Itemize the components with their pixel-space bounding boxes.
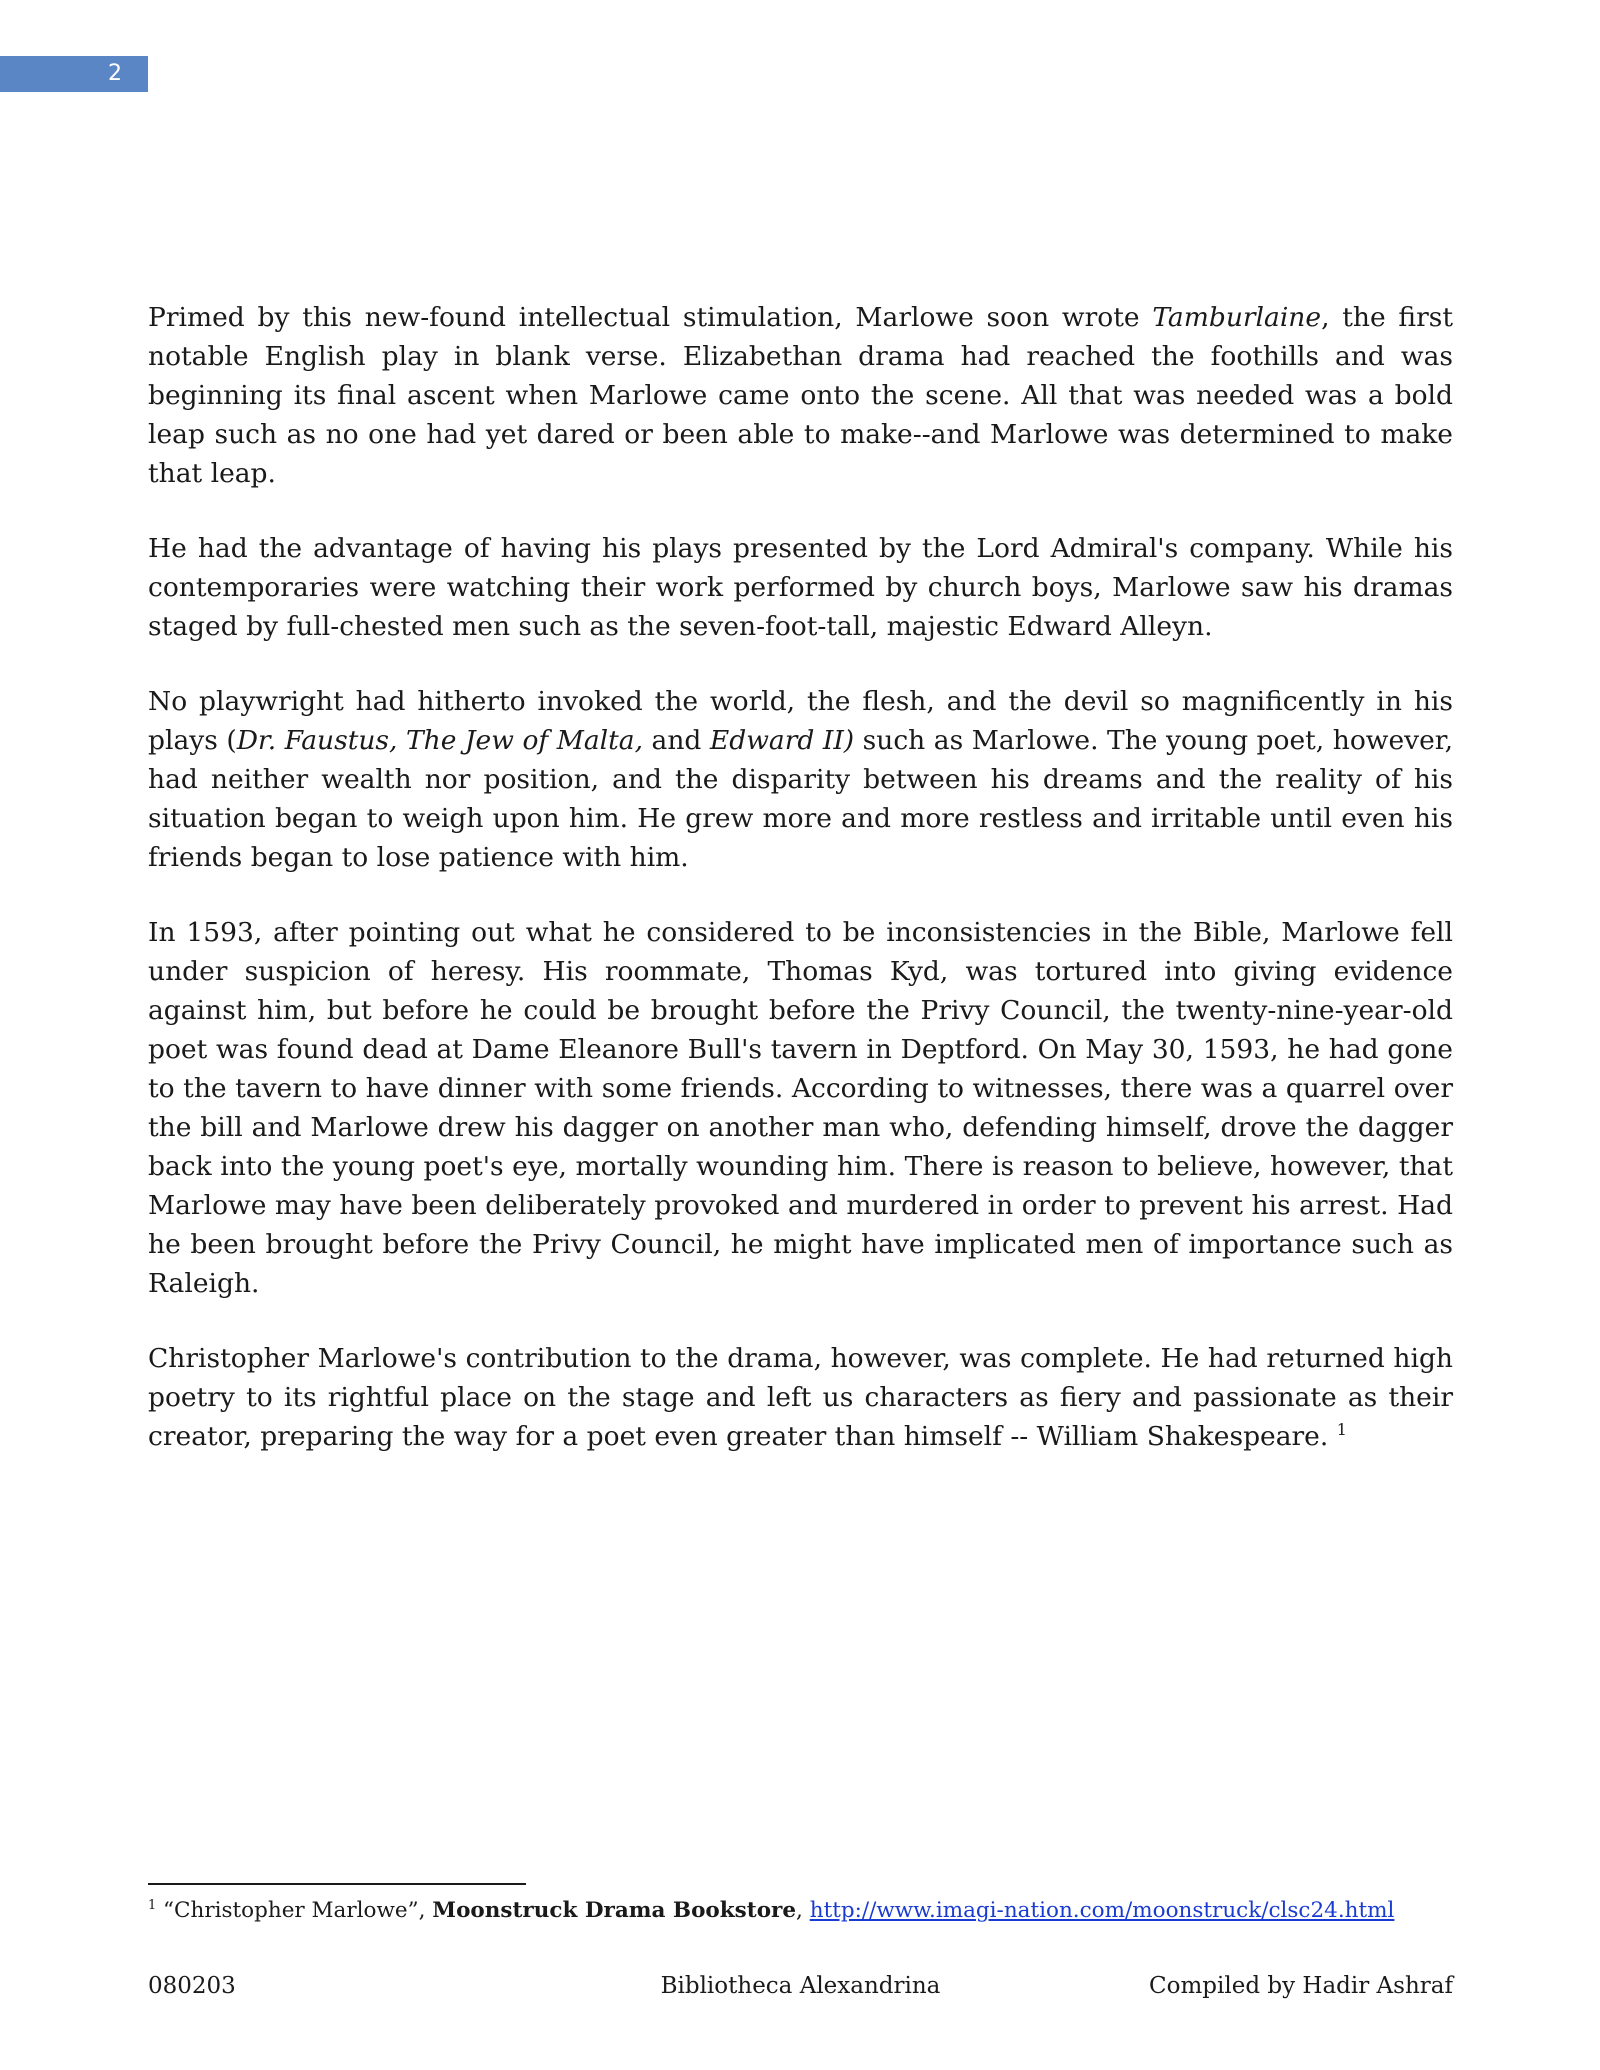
p3-text-b: and	[643, 725, 710, 756]
footnote-separator-text: ,	[796, 1898, 810, 1923]
p3-text-a: No playwright had hitherto invoked the world, the flesh, and the devil so magnificently in his plays (	[148, 686, 1453, 756]
article-body	[148, 298, 1453, 1492]
footnote-link[interactable]: http://www.imagi-nation.com/moonstruck/clsc24.html	[809, 1898, 1395, 1923]
footer-code: 080203	[148, 1973, 236, 1999]
footer-institution: Bibliotheca Alexandrina	[660, 1973, 941, 1999]
footnote-quote: “Christopher Marlowe”,	[156, 1898, 433, 1923]
paragraph-5	[148, 1339, 1453, 1456]
paragraph-4: In 1593, after pointing out what he considered to be inconsistencies in the Bible, Marlowe fell under suspicion of heresy. His roommate, Thomas Kyd, was tortured into giving evidence against him, but before he could be brought before the Privy Council, the twenty-nine-year-old poet was found dead at Dame Eleanore Bull's tavern in Deptford. On May 30, 1593, he had gone to the tavern to have dinner with some friends. According to witnesses, there was a quarrel over the bill and Marlowe drew his dagger on another man who, defending himself, drove the dagger back into the young poet's eye, mortally wounding him. There is reason to believe, however, that Marlowe may have been deliberately provoked and murdered in order to prevent his arrest. Had he been brought before the Privy Council, he might have implicated men of importance such as Raleigh.	[148, 917, 1453, 1299]
p1-text-b: , the first notable English play in blank verse. Elizabethan drama had reached the foothills and was beginning its final ascent when Marlowe came onto the scene. All that was needed was a bold leap such as no one had yet dared or been able to make--and Marlowe was determined to make that leap.	[148, 302, 1454, 489]
footnote-reference[interactable]: 1	[1336, 1420, 1347, 1440]
footnote-source: Moonstruck Drama Bookstore	[432, 1898, 797, 1923]
paragraph-3	[148, 682, 1453, 877]
p5-text: Christopher Marlowe's contribution to the drama, however, was complete. He had returned high poetry to its rightful place on the stage and left us characters as fiery and passionate as their creator, preparing the way for a poet even greater than himself -- William Shakespeare.	[148, 1343, 1453, 1452]
page-number: 2	[108, 61, 122, 86]
footnote-separator	[148, 1883, 526, 1885]
page-number-tab	[0, 56, 148, 92]
footnote	[148, 1896, 1468, 1926]
page-footer	[148, 1970, 1453, 2002]
p3-play-title-2: Edward II)	[709, 725, 855, 756]
footer-compiler: Compiled by Hadir Ashraf	[1149, 1973, 1453, 1999]
p3-play-titles: Dr. Faustus, The Jew of Malta,	[236, 725, 644, 756]
p1-play-title: Tamburlaine	[1152, 302, 1322, 333]
footnote-marker: 1	[148, 1897, 157, 1913]
paragraph-2: He had the advantage of having his plays presented by the Lord Admiral's company. While his contemporaries were watching their work performed by church boys, Marlowe saw his dramas staged by full-chested men such as the seven-foot-tall, majestic Edward Alleyn.	[148, 533, 1453, 642]
paragraph-1	[148, 298, 1453, 493]
p3-text-c: such as Marlowe. The young poet, however, had neither wealth nor position, and the disparity between his dreams and the reality of his situation began to weigh upon him. He grew more and more restless and irritable until even his friends began to lose patience with him.	[148, 725, 1453, 873]
p1-text-a: Primed by this new-found intellectual stimulation, Marlowe soon wrote	[148, 302, 1153, 333]
